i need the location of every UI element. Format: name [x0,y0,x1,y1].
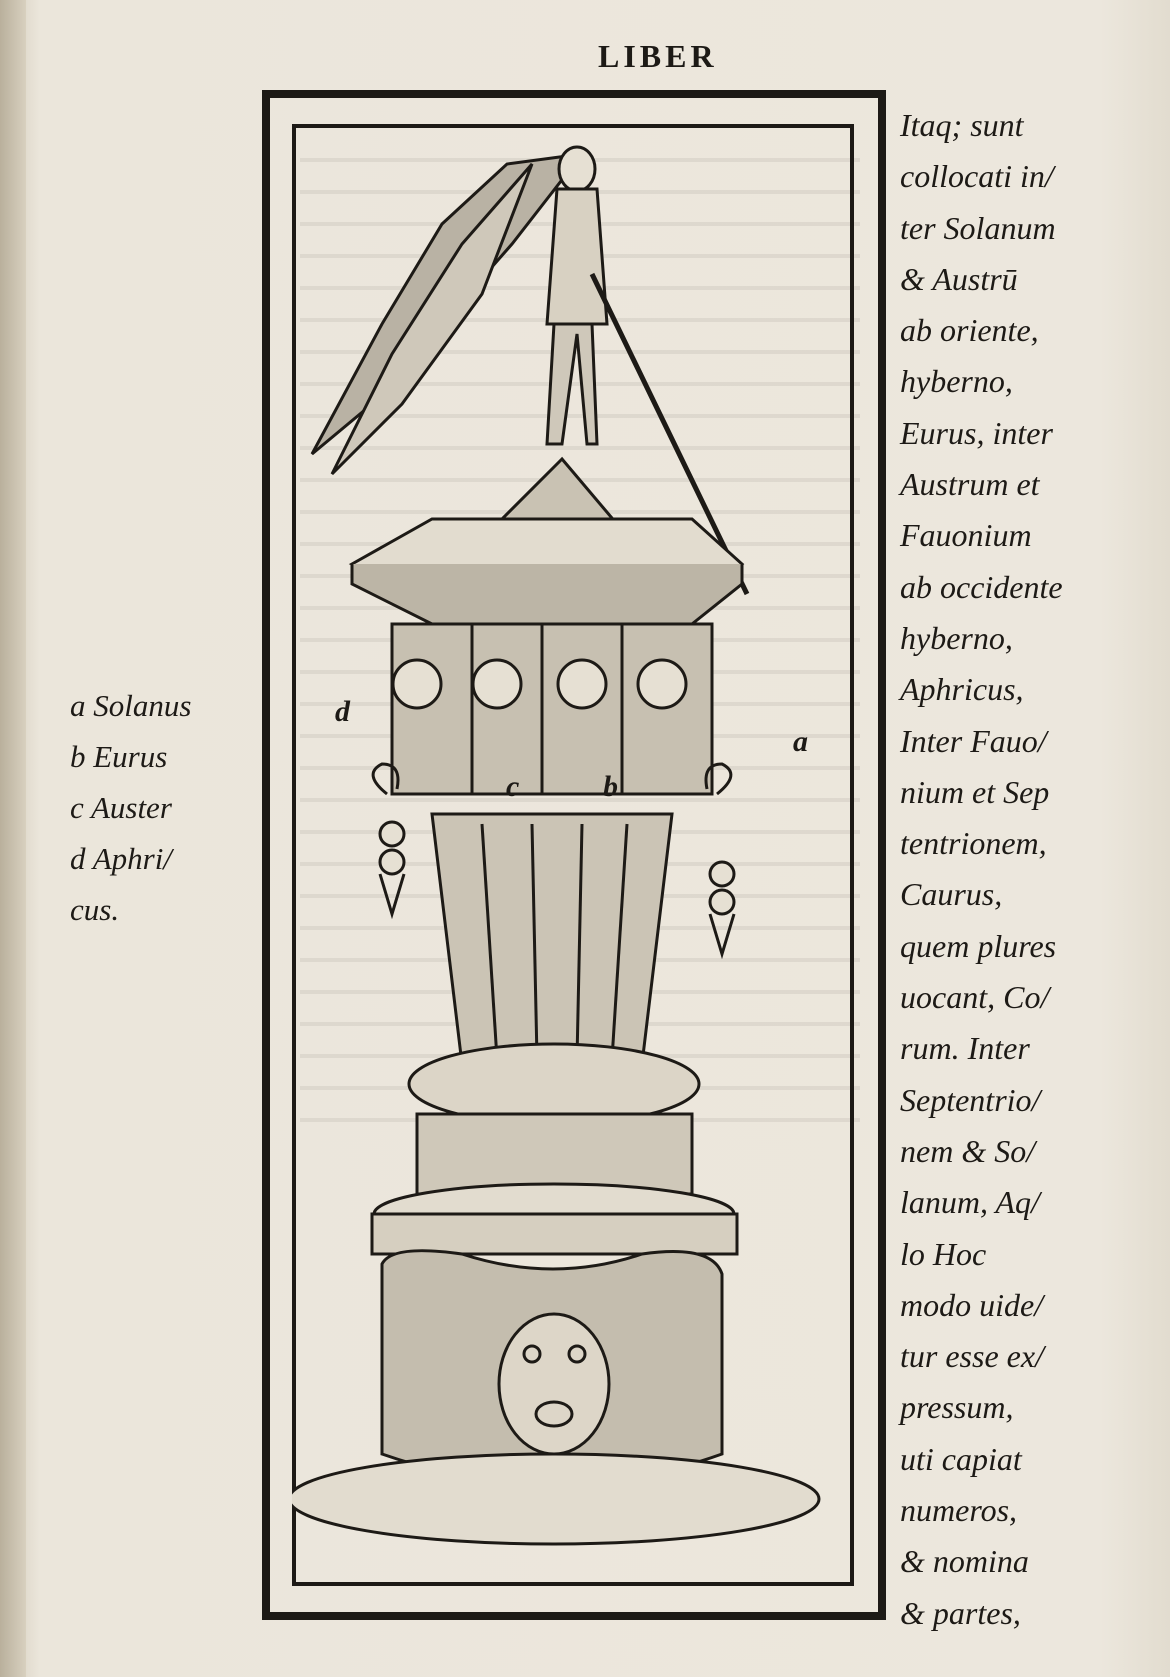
wind-legend [70,680,191,935]
text-line: uocant, Co/ [900,979,1050,1016]
text-line: collocati in/ [900,158,1054,195]
text-line: hyberno, [900,619,1013,656]
text-line: Fauonium [900,517,1032,554]
text-line: Aphricus, [900,671,1024,708]
figure-label-a: a [793,725,808,758]
body-text-column [900,100,1150,1639]
text-line: Caurus, [900,876,1003,913]
legend-line: d Aphri/ [70,841,172,876]
text-line: & nomina [900,1543,1029,1580]
page-header: LIBER [598,38,718,74]
text-line: nem & So/ [900,1132,1036,1169]
text-line: Eurus, inter [900,414,1053,451]
text-line: ab oriente, [900,312,1039,349]
text-line: Itaq; sunt [900,107,1024,143]
text-line: quem plures [900,927,1057,964]
wind-head-c [473,660,521,708]
text-line: pressum, [900,1389,1014,1426]
legend-line: b Eurus [70,739,168,774]
text-line: tur esse ex/ [900,1338,1044,1375]
text-line: Austrum et [900,466,1040,503]
text-line: lo Hoc [900,1235,987,1272]
woodcut-illustration [292,124,854,1586]
figure-label-c: c [506,770,520,803]
text-line: lanum, Aq/ [900,1184,1040,1221]
text-line: uti capiat [900,1440,1022,1477]
book-gutter [0,0,26,1677]
wind-head-a [638,660,686,708]
wind-head-d [393,660,441,708]
text-line: & partes, [900,1594,1021,1631]
text-line: tentrionem, [900,825,1047,862]
text-line: modo uide/ [900,1286,1044,1323]
text-line: rum. Inter [900,1030,1030,1067]
figure-label-d: d [335,695,350,728]
wind-head-b [558,660,606,708]
text-line: Inter Fauo/ [900,722,1047,759]
text-line: numeros, [900,1492,1018,1529]
text-line: & Austrū [900,260,1018,297]
fluted-column [432,814,672,1064]
text-line: ab occidente [900,568,1063,605]
text-line: hyberno, [900,363,1013,400]
torus-molding [409,1044,699,1124]
legend-line: cus. [70,892,120,927]
ground-disc [292,1454,819,1544]
legend-line: c Auster [70,790,172,825]
text-line: nium et Sep [900,773,1050,810]
text-line: Septentrio/ [900,1081,1041,1118]
legend-line: a Solanus [70,688,192,723]
figure-label-b: b [603,770,618,803]
text-line: ter Solanum [900,209,1056,246]
